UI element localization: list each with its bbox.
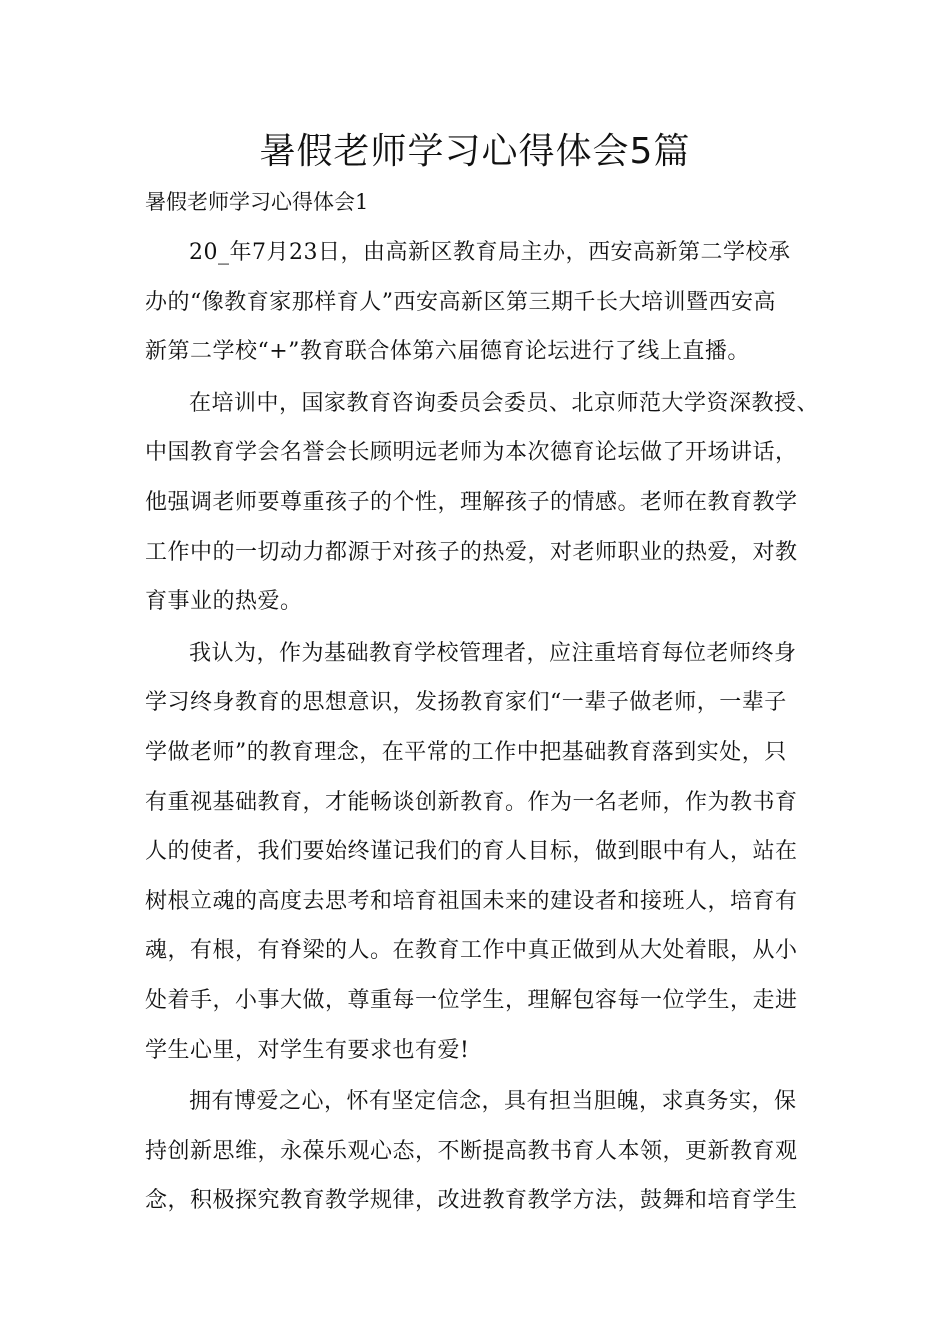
document-title: 暑假老师学习心得体会5篇 [259, 131, 691, 172]
paragraph-line: 学习终身教育的思想意识，发扬教育家们“一辈子做老师，一辈子 [145, 690, 787, 716]
paragraph-line: 工作中的一切动力都源于对孩子的热爱，对老师职业的热爱，对教 [145, 539, 798, 565]
paragraph [145, 629, 811, 1075]
paragraph-line: 育事业的热爱。 [145, 589, 303, 615]
paragraph-line: 处着手，小事大做，尊重每一位学生，理解包容每一位学生，走进 [145, 987, 798, 1013]
paragraph [145, 379, 820, 627]
paragraph-line: 有重视基础教育，才能畅谈创新教育。作为一名老师，作为教书育 [145, 789, 798, 815]
paragraph-line: 办的“像教育家那样育人”西安高新区第三期千长大培训暨西安高 [145, 289, 776, 315]
paragraph-line: 我认为，作为基础教育学校管理者，应注重培育每位老师终身 [189, 640, 797, 666]
paragraph-line: 树根立魂的高度去思考和培育祖国未来的建设者和接班人，培育有 [145, 888, 798, 914]
paragraph-line: 20_年7月23日，由高新区教育局主办，西安高新第二学校承 [189, 240, 791, 265]
paragraph-line: 在培训中，国家教育咨询委员会委员、北京师范大学资深教授、 [189, 390, 820, 416]
paragraph-line: 新第二学校“+”教育联合体第六届德育论坛进行了线上直播。 [145, 339, 750, 365]
paragraph-line: 念，积极探究教育教学规律，改进教育教学方法，鼓舞和培育学生 [145, 1188, 798, 1214]
document-body [145, 228, 820, 1228]
paragraph-line: 学做老师”的教育理念，在平常的工作中把基础教育落到实处，只 [145, 739, 787, 765]
section-heading: 暑假老师学习心得体会1 [145, 190, 369, 214]
paragraph-line: 中国教育学会名誉会长顾明远老师为本次德育论坛做了开场讲话， [145, 440, 798, 466]
paragraph [145, 1077, 811, 1226]
paragraph-line: 拥有博爱之心，怀有坚定信念，具有担当胆魄，求真务实，保 [189, 1089, 797, 1115]
paragraph-line: 他强调老师要尊重孩子的个性，理解孩子的情感。老师在教育教学 [145, 489, 798, 515]
paragraph-line: 魂，有根，有脊梁的人。在教育工作中真正做到从大处着眼，从小 [145, 938, 798, 964]
paragraph-line: 人的使者，我们要始终谨记我们的育人目标，做到眼中有人，站在 [145, 839, 798, 865]
paragraph-line: 持创新思维，永葆乐观心态，不断提高教书育人本领，更新教育观 [145, 1138, 798, 1164]
paragraph [145, 228, 811, 377]
paragraph-line: 学生心里，对学生有要求也有爱! [145, 1037, 470, 1063]
